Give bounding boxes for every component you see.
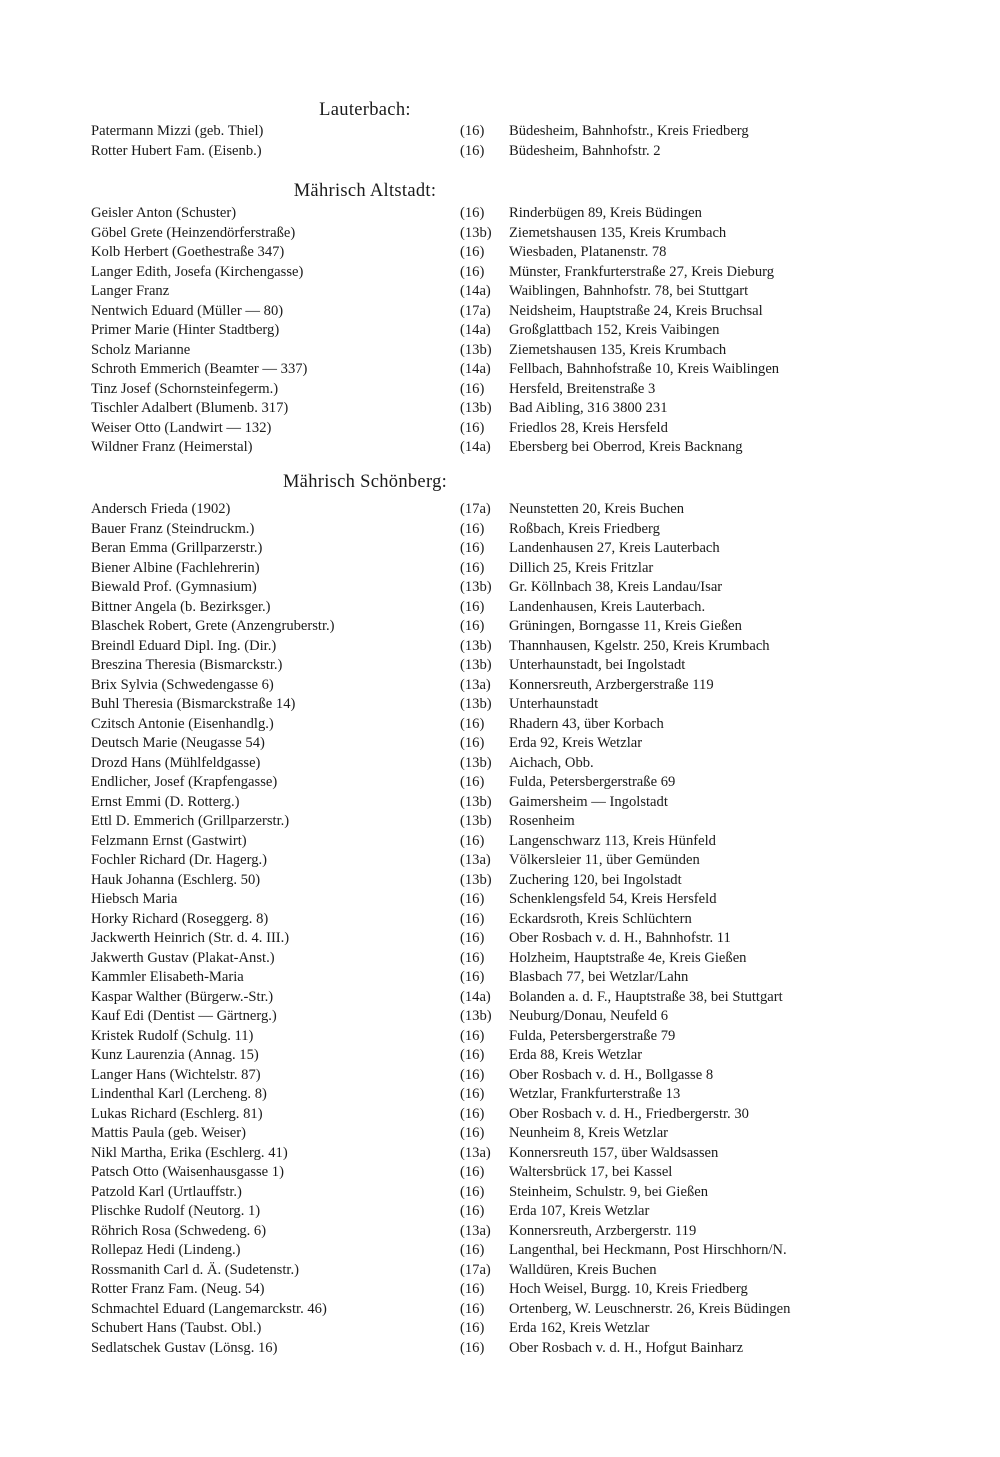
- entry-address: Unterhaunstadt: [509, 696, 599, 712]
- entry-name: Patermann Mizzi (geb. Thiel): [91, 123, 264, 139]
- list-item: [0, 1300, 1000, 1320]
- entry-address: Büdesheim, Bahnhofstr. 2: [509, 142, 661, 159]
- list-item: [0, 773, 1000, 793]
- list-item: [0, 1124, 1000, 1144]
- entry-name: Lukas Richard (Eschlerg. 81): [91, 1105, 263, 1122]
- entry-name: Rotter Hubert Fam. (Eisenb.): [91, 142, 262, 159]
- list-item: [0, 1261, 1000, 1281]
- list-item: [0, 243, 1000, 263]
- list-item: [0, 598, 1000, 618]
- entry-name: Andersch Frieda (1902): [91, 501, 231, 517]
- entry-address: Gr. Köllnbach 38, Kreis Landau/Isar: [509, 579, 723, 595]
- entry-address: Landenhausen, Kreis Lauterbach.: [509, 598, 706, 615]
- entry-name: Nentwich Eduard (Müller — 80): [91, 302, 284, 319]
- entry-name: Kolb Herbert (Goethestraße 347): [91, 244, 285, 260]
- entry-address: Neunstetten 20, Kreis Buchen: [509, 501, 685, 517]
- entry-zone-code: (16): [460, 1164, 485, 1180]
- entry-zone-code: (13a): [460, 676, 491, 693]
- list-item: [0, 1066, 1000, 1086]
- entry-name: Sedlatschek Gustav (Lönsg. 16): [91, 1339, 278, 1356]
- entry-address: Rosenheim: [509, 813, 575, 829]
- entry-name: Scholz Marianne: [91, 341, 191, 358]
- entry-zone-code: (16): [460, 1203, 485, 1219]
- entry-zone-code: (16): [460, 1066, 485, 1083]
- entry-name: Langer Franz: [91, 283, 170, 299]
- entry-zone-code: (13b): [460, 579, 492, 595]
- entry-zone-code: (13a): [460, 1222, 491, 1239]
- entry-address: Bolanden a. d. F., Hauptstraße 38, bei Stuttgart: [509, 988, 783, 1005]
- entry-zone-code: (13b): [460, 341, 492, 358]
- list-item: [0, 910, 1000, 930]
- entry-name: Wildner Franz (Heimerstal): [91, 439, 253, 455]
- entry-zone-code: (16): [460, 1300, 485, 1317]
- entry-zone-code: (16): [460, 598, 485, 615]
- list-item: [0, 1319, 1000, 1339]
- entry-zone-code: (13a): [460, 1144, 491, 1161]
- entry-name: Geisler Anton (Schuster): [91, 205, 237, 221]
- list-item: [0, 1280, 1000, 1300]
- entry-address: Unterhaunstadt, bei Ingolstadt: [509, 657, 686, 673]
- entry-zone-code: (16): [460, 1281, 485, 1297]
- entry-zone-code: (16): [460, 1047, 485, 1063]
- entry-name: Lindenthal Karl (Lercheng. 8): [91, 1086, 267, 1102]
- entry-name: Nikl Martha, Erika (Eschlerg. 41): [91, 1144, 288, 1161]
- list-item: [0, 754, 1000, 774]
- entry-name: Biener Albine (Fachlehrerin): [91, 559, 260, 576]
- entry-name: Fochler Richard (Dr. Hagerg.): [91, 852, 268, 868]
- entry-address: Waltersbrück 17, bei Kassel: [509, 1164, 673, 1180]
- entry-zone-code: (17a): [460, 1261, 491, 1278]
- list-item: [0, 399, 1000, 419]
- list-item: [0, 656, 1000, 676]
- list-item: [0, 1241, 1000, 1261]
- list-item: [0, 263, 1000, 283]
- entry-address: Konnersreuth, Arzbergerstraße 119: [509, 676, 714, 693]
- section-heading: Mährisch Schönberg:: [282, 472, 448, 492]
- entry-name: Brix Sylvia (Schwedengasse 6): [91, 676, 274, 693]
- list-item: [0, 1202, 1000, 1222]
- entry-zone-code: (16): [460, 930, 485, 946]
- entry-name: Biewald Prof. (Gymnasium): [91, 579, 257, 595]
- entry-address: Hoch Weisel, Burgg. 10, Kreis Friedberg: [509, 1281, 748, 1297]
- entry-address: Aichach, Obb.: [509, 754, 594, 771]
- list-item: [0, 302, 1000, 322]
- entry-name: Drozd Hans (Mühlfeldgasse): [91, 754, 261, 771]
- list-item: [0, 321, 1000, 341]
- entry-name: Schroth Emmerich (Beamter — 337): [91, 361, 308, 377]
- entry-list: [0, 204, 1000, 458]
- entry-address: Ober Rosbach v. d. H., Friedbergerstr. 30: [509, 1105, 749, 1122]
- list-item: [0, 617, 1000, 637]
- entry-address: Dillich 25, Kreis Fritzlar: [509, 559, 654, 576]
- entry-zone-code: (16): [460, 419, 485, 436]
- list-item: [0, 851, 1000, 871]
- list-item: [0, 734, 1000, 754]
- entry-address: Fulda, Petersbergerstraße 69: [509, 774, 676, 790]
- entry-address: Ziemetshausen 135, Kreis Krumbach: [509, 341, 727, 358]
- entry-zone-code: (13a): [460, 852, 491, 868]
- list-item: [0, 419, 1000, 439]
- entry-zone-code: (13b): [460, 793, 492, 810]
- entry-zone-code: (13b): [460, 871, 492, 888]
- section-heading: Mährisch Altstadt:: [293, 181, 437, 201]
- list-item: [0, 1222, 1000, 1242]
- entry-name: Kristek Rudolf (Schulg. 11): [91, 1027, 254, 1044]
- entry-name: Bauer Franz (Steindruckm.): [91, 520, 255, 537]
- list-item: [0, 1007, 1000, 1027]
- entry-name: Rotter Franz Fam. (Neug. 54): [91, 1281, 265, 1297]
- entry-zone-code: (16): [460, 559, 485, 576]
- entry-address: Erda 107, Kreis Wetzlar: [509, 1203, 650, 1219]
- entry-name: Ettl D. Emmerich (Grillparzerstr.): [91, 813, 290, 829]
- entry-name: Schmachtel Eduard (Langemarckstr. 46): [91, 1300, 327, 1317]
- entry-address: Gaimersheim — Ingolstadt: [509, 793, 668, 810]
- entry-zone-code: (16): [460, 244, 485, 260]
- entry-name: Beran Emma (Grillparzerstr.): [91, 540, 263, 556]
- entry-address: Völkersleier 11, über Gemünden: [509, 852, 700, 868]
- list-item: [0, 438, 1000, 458]
- list-item: [0, 578, 1000, 598]
- entry-name: Primer Marie (Hinter Stadtberg): [91, 322, 280, 338]
- entry-zone-code: (16): [460, 205, 485, 221]
- list-item: [0, 793, 1000, 813]
- list-item: [0, 1144, 1000, 1164]
- entry-address: Hersfeld, Breitenstraße 3: [509, 380, 656, 397]
- list-item: [0, 282, 1000, 302]
- entry-address: Waiblingen, Bahnhofstr. 78, bei Stuttgart: [509, 283, 749, 299]
- entry-zone-code: (16): [460, 969, 485, 985]
- entry-address: Zuchering 120, bei Ingolstadt: [509, 871, 682, 888]
- entry-name: Langer Hans (Wichtelstr. 87): [91, 1066, 261, 1083]
- entry-address: Blasbach 77, bei Wetzlar/Lahn: [509, 969, 689, 985]
- entry-name: Hauk Johanna (Eschlerg. 50): [91, 871, 261, 888]
- entry-address: Ober Rosbach v. d. H., Bahnhofstr. 11: [509, 930, 731, 946]
- entry-address: Großglattbach 152, Kreis Vaibingen: [509, 322, 720, 338]
- list-item: [0, 559, 1000, 579]
- entry-zone-code: (13b): [460, 696, 492, 712]
- entry-name: Patzold Karl (Urtlauffstr.): [91, 1183, 242, 1200]
- entry-name: Weiser Otto (Landwirt — 132): [91, 419, 272, 436]
- entry-zone-code: (13b): [460, 813, 492, 829]
- entry-name: Röhrich Rosa (Schwedeng. 6): [91, 1222, 267, 1239]
- entry-address: Steinheim, Schulstr. 9, bei Gießen: [509, 1183, 709, 1200]
- entry-name: Bittner Angela (b. Bezirksger.): [91, 598, 271, 615]
- entry-zone-code: (16): [460, 1105, 485, 1122]
- list-item: [0, 637, 1000, 657]
- entry-zone-code: (16): [460, 1339, 485, 1356]
- list-item: [0, 224, 1000, 244]
- entry-address: Ebersberg bei Oberrod, Kreis Backnang: [509, 439, 743, 455]
- entry-name: Felzmann Ernst (Gastwirt): [91, 832, 247, 849]
- entry-zone-code: (16): [460, 1183, 485, 1200]
- entry-zone-code: (13b): [460, 657, 492, 673]
- entry-address: Friedlos 28, Kreis Hersfeld: [509, 419, 668, 436]
- list-item: [0, 539, 1000, 559]
- entry-zone-code: (16): [460, 142, 485, 159]
- entry-name: Schubert Hans (Taubst. Obl.): [91, 1320, 262, 1336]
- entry-name: Langer Edith, Josefa (Kirchengasse): [91, 263, 304, 280]
- list-item: [0, 988, 1000, 1008]
- entry-name: Deutsch Marie (Neugasse 54): [91, 735, 265, 751]
- list-item: [0, 715, 1000, 735]
- entry-address: Roßbach, Kreis Friedberg: [509, 520, 660, 537]
- list-item: [0, 360, 1000, 380]
- entry-name: Kunz Laurenzia (Annag. 15): [91, 1047, 259, 1063]
- entry-address: Wetzlar, Frankfurterstraße 13: [509, 1086, 681, 1102]
- entry-name: Plischke Rudolf (Neutorg. 1): [91, 1203, 261, 1219]
- entry-zone-code: (16): [460, 1320, 485, 1336]
- entry-zone-code: (16): [460, 520, 485, 537]
- entry-address: Grüningen, Borngasse 11, Kreis Gießen: [509, 618, 742, 634]
- entry-zone-code: (14a): [460, 988, 491, 1005]
- entry-zone-code: (13b): [460, 224, 492, 241]
- entry-address: Neunheim 8, Kreis Wetzlar: [509, 1125, 669, 1141]
- entry-name: Göbel Grete (Heinzendörferstraße): [91, 224, 296, 241]
- entry-address: Eckardsroth, Kreis Schlüchtern: [509, 910, 692, 927]
- entry-address: Langenschwarz 113, Kreis Hünfeld: [509, 832, 716, 849]
- entry-address: Erda 162, Kreis Wetzlar: [509, 1320, 650, 1336]
- entry-address: Konnersreuth, Arzbergerstr. 119: [509, 1222, 697, 1239]
- entry-name: Hiebsch Maria: [91, 891, 178, 907]
- entry-name: Kauf Edi (Dentist — Gärtnerg.): [91, 1008, 277, 1024]
- entry-name: Buhl Theresia (Bismarckstraße 14): [91, 696, 296, 712]
- list-item: [0, 949, 1000, 969]
- entry-address: Münster, Frankfurterstraße 27, Kreis Dieburg: [509, 263, 775, 280]
- list-item: [0, 676, 1000, 696]
- entry-name: Patsch Otto (Waisenhausgasse 1): [91, 1164, 284, 1180]
- list-item: [0, 1339, 1000, 1359]
- entry-zone-code: (16): [460, 1125, 485, 1141]
- entry-address: Rhadern 43, über Korbach: [509, 715, 664, 732]
- entry-name: Rossmanith Carl d. Ä. (Sudetenstr.): [91, 1261, 299, 1278]
- entry-zone-code: (16): [460, 891, 485, 907]
- entry-zone-code: (16): [460, 123, 485, 139]
- list-item: [0, 500, 1000, 520]
- entry-name: Endlicher, Josef (Krapfengasse): [91, 774, 278, 790]
- entry-name: Tinz Josef (Schornsteinfegerm.): [91, 380, 279, 397]
- entry-address: Fellbach, Bahnhofstraße 10, Kreis Waiblingen: [509, 361, 780, 377]
- entry-name: Horky Richard (Roseggerg. 8): [91, 910, 269, 927]
- entry-address: Walldüren, Kreis Buchen: [509, 1261, 657, 1278]
- entry-zone-code: (16): [460, 774, 485, 790]
- entry-address: Fulda, Petersbergerstraße 79: [509, 1027, 676, 1044]
- entry-name: Blaschek Robert, Grete (Anzengruberstr.): [91, 618, 335, 634]
- list-item: [0, 341, 1000, 361]
- list-item: [0, 832, 1000, 852]
- list-item: [0, 871, 1000, 891]
- entry-zone-code: (17a): [460, 501, 491, 517]
- list-item: [0, 1046, 1000, 1066]
- list-item: [0, 520, 1000, 540]
- entry-name: Ernst Emmi (D. Rotterg.): [91, 793, 240, 810]
- entry-zone-code: (16): [460, 715, 485, 732]
- entry-address: Konnersreuth 157, über Waldsassen: [509, 1144, 719, 1161]
- entry-zone-code: (14a): [460, 322, 491, 338]
- entry-address: Ober Rosbach v. d. H., Hofgut Bainharz: [509, 1339, 744, 1356]
- entry-address: Neidsheim, Hauptstraße 24, Kreis Bruchsal: [509, 302, 763, 319]
- entry-zone-code: (13b): [460, 637, 492, 654]
- entry-name: Mattis Paula (geb. Weiser): [91, 1125, 246, 1141]
- entry-address: Landenhausen 27, Kreis Lauterbach: [509, 540, 720, 556]
- entry-address: Thannhausen, Kgelstr. 250, Kreis Krumbach: [509, 637, 770, 654]
- list-item: [0, 929, 1000, 949]
- entry-list: [0, 500, 1000, 1358]
- entry-zone-code: (14a): [460, 361, 491, 377]
- entry-address: Langenthal, bei Heckmann, Post Hirschhorn/N.: [509, 1242, 787, 1258]
- list-item: [0, 890, 1000, 910]
- entry-name: Kaspar Walther (Bürgerw.-Str.): [91, 988, 274, 1005]
- list-item: [0, 1085, 1000, 1105]
- entry-name: Rollepaz Hedi (Lindeng.): [91, 1242, 241, 1258]
- list-item: [0, 1163, 1000, 1183]
- entry-name: Breindl Eduard Dipl. Ing. (Dir.): [91, 637, 277, 654]
- list-item: [0, 968, 1000, 988]
- list-item: [0, 122, 1000, 142]
- entry-address: Bad Aibling, 316 3800 231: [509, 400, 668, 416]
- entry-zone-code: (16): [460, 910, 485, 927]
- list-item: [0, 1105, 1000, 1125]
- entry-zone-code: (16): [460, 1242, 485, 1258]
- list-item: [0, 1027, 1000, 1047]
- entry-address: Wiesbaden, Platanenstr. 78: [509, 244, 667, 260]
- entry-address: Erda 92, Kreis Wetzlar: [509, 735, 643, 751]
- entry-address: Ober Rosbach v. d. H., Bollgasse 8: [509, 1066, 714, 1083]
- entry-zone-code: (16): [460, 735, 485, 751]
- entry-name: Czitsch Antonie (Eisenhandlg.): [91, 715, 274, 732]
- entry-zone-code: (17a): [460, 302, 491, 319]
- entry-zone-code: (13b): [460, 1008, 492, 1024]
- list-item: [0, 204, 1000, 224]
- entry-name: Kammler Elisabeth-Maria: [91, 969, 244, 985]
- list-item: [0, 380, 1000, 400]
- entry-zone-code: (14a): [460, 439, 491, 455]
- section-heading: Lauterbach:: [319, 100, 411, 120]
- list-item: [0, 812, 1000, 832]
- entry-address: Büdesheim, Bahnhofstr., Kreis Friedberg: [509, 123, 749, 139]
- entry-address: Ziemetshausen 135, Kreis Krumbach: [509, 224, 727, 241]
- entry-address: Holzheim, Hauptstraße 4e, Kreis Gießen: [509, 949, 747, 966]
- entry-name: Jakwerth Gustav (Plakat-Anst.): [91, 949, 275, 966]
- entry-zone-code: (16): [460, 263, 485, 280]
- entry-address: Neuburg/Donau, Neufeld 6: [509, 1008, 669, 1024]
- list-item: [0, 695, 1000, 715]
- entry-zone-code: (16): [460, 832, 485, 849]
- entry-zone-code: (14a): [460, 283, 491, 299]
- entry-zone-code: (16): [460, 1027, 485, 1044]
- entry-address: Rinderbügen 89, Kreis Büdingen: [509, 205, 702, 221]
- entry-address: Ortenberg, W. Leuschnerstr. 26, Kreis Büdingen: [509, 1300, 791, 1317]
- entry-zone-code: (13b): [460, 400, 492, 416]
- entry-list: [0, 122, 1000, 161]
- entry-zone-code: (16): [460, 380, 485, 397]
- list-item: [0, 1183, 1000, 1203]
- entry-name: Breszina Theresia (Bismarckstr.): [91, 657, 283, 673]
- entry-address: Schenklengsfeld 54, Kreis Hersfeld: [509, 891, 717, 907]
- entry-zone-code: (13b): [460, 754, 492, 771]
- list-item: [0, 142, 1000, 162]
- entry-zone-code: (16): [460, 1086, 485, 1102]
- entry-address: Erda 88, Kreis Wetzlar: [509, 1047, 643, 1063]
- entry-zone-code: (16): [460, 949, 485, 966]
- entry-zone-code: (16): [460, 618, 485, 634]
- entry-name: Tischler Adalbert (Blumenb. 317): [91, 400, 289, 416]
- entry-zone-code: (16): [460, 540, 485, 556]
- entry-name: Jackwerth Heinrich (Str. d. 4. III.): [91, 930, 290, 946]
